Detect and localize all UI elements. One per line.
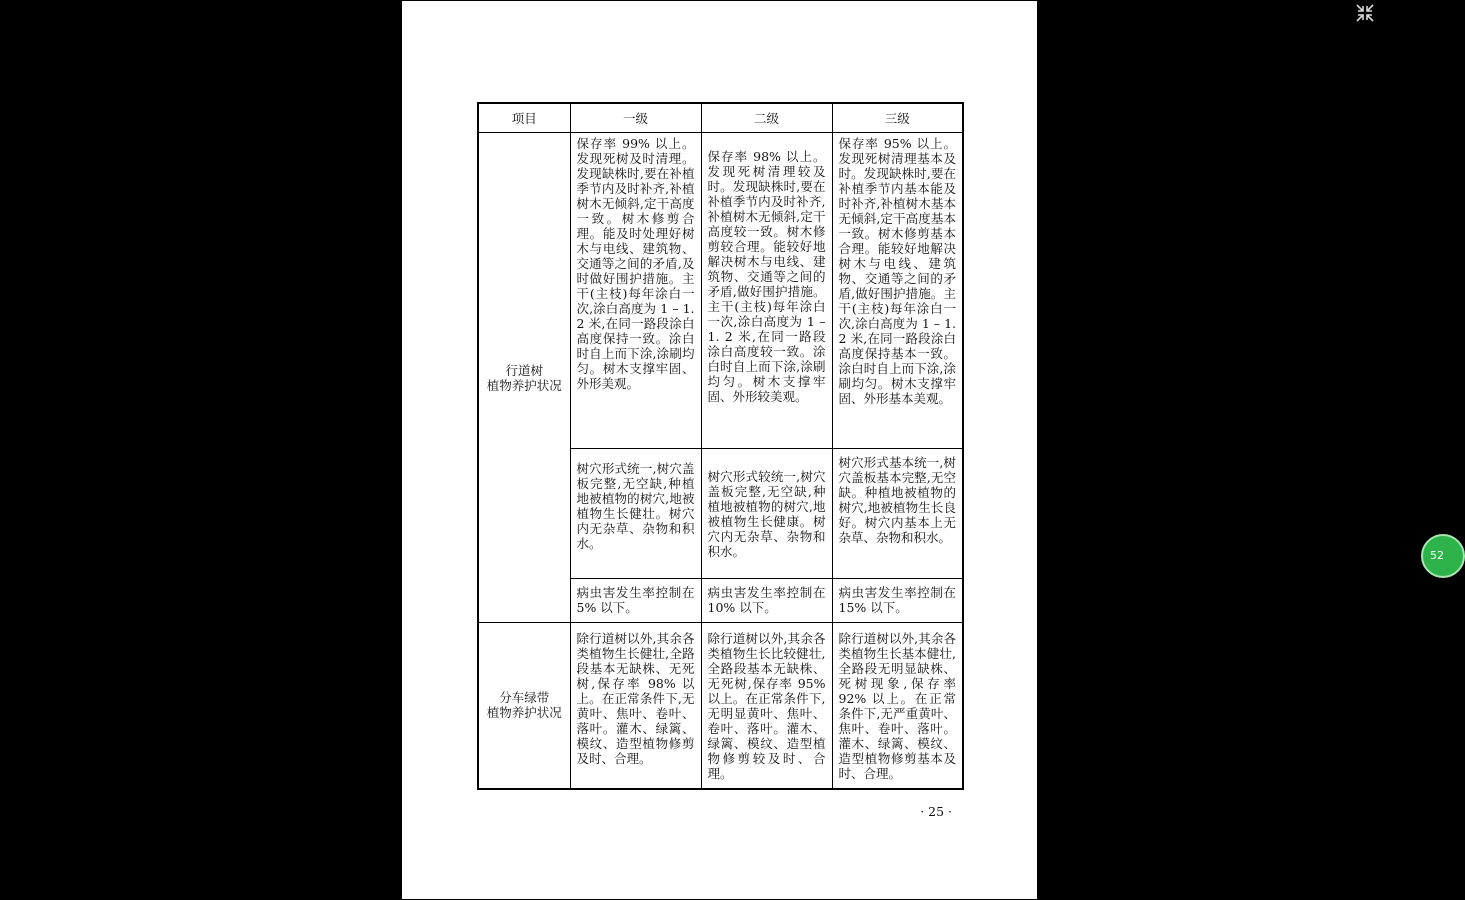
- cell-level3: 病虫害发生率控制在 15% 以下。: [832, 579, 963, 623]
- page-number: · 25 ·: [920, 804, 952, 819]
- cell-level3: 树穴形式基本统一,树穴盖板基本完整,无空缺。种植地被植物的树穴,地被植物生长良好。树穴内基本上无杂草、杂物和积水。: [832, 449, 963, 579]
- header-item: 项目: [478, 103, 570, 133]
- header-level1: 一级: [570, 103, 701, 133]
- cell-level3: 除行道树以外,其余各类植物生长基本健壮,全路段无明显缺株、死树现象,保存率 92% 以上。在正常条件下,无严重黄叶、焦叶、卷叶、落叶。灌木、绿篱、模纹、造型植物修剪基本及时、合理。: [832, 623, 963, 789]
- table-row: [478, 623, 963, 789]
- cell-level2: 树穴形式较统一,树穴盖板完整,无空缺,种植地被植物的树穴,地被植物生长健康。树穴内无杂草、杂物和积水。: [701, 449, 832, 579]
- standards-table: [477, 102, 964, 790]
- cell-level2: 保存率 98% 以上。发现死树清理较及时。发现缺株时,要在补植季节内及时补齐,补植树木无倾斜,定干高度较一致。树木修剪较合理。能较好地解决树木与电线、建筑物、交通等之间的矛盾,做好围护措施。主干(主枝)每年涂白一次,涂白高度为 1 – 1. 2 米,在同一路段涂白高度较一致。涂白时自上而下涂,涂刷均匀。树木支撑牢固、外形较美观。: [701, 133, 832, 449]
- cell-level1: 病虫害发生率控制在 5% 以下。: [570, 579, 701, 623]
- cell-level1: 树穴形式统一,树穴盖板完整,无空缺,种植地被植物的树穴,地被植物生长健壮。树穴内无杂草、杂物和积水。: [570, 449, 701, 579]
- header-level3: 三级: [832, 103, 963, 133]
- row-label-median-strip: 分车绿带 植物养护状况: [478, 623, 570, 789]
- document-page: [402, 1, 1037, 899]
- cell-level3: 保存率 95% 以上。发现死树清理基本及时。发现缺株时,要在补植季节内基本能及时补齐,补植树木基本无倾斜,定干高度基本一致。树木修剪基本合理。能较好地解决树木与电线、建筑物、交通等之间的矛盾,做好围护措施。主干(主枝)每年涂白一次,涂白高度为 1 – 1. 2 米,在同一路段涂白高度保持基本一致。涂白时自上而下涂,涂刷均匀。树木支撑牢固、外形基本美观。: [832, 133, 963, 449]
- cell-level1: 保存率 99% 以上。发现死树及时清理。发现缺株时,要在补植季节内及时补齐,补植树木无倾斜,定干高度一致。树木修剪合理。能及时处理好树木与电线、建筑物、交通等之间的矛盾,及时做好围护措施。主干(主枝)每年涂白一次,涂白高度为 1 – 1. 2 米,在同一路段涂白高度保持一致。涂白时自上而下涂,涂刷均匀。树木支撑牢固、外形美观。: [570, 133, 701, 449]
- cell-level2: 病虫害发生率控制在 10% 以下。: [701, 579, 832, 623]
- table-row: [478, 133, 963, 449]
- floating-side-badge[interactable]: 52: [1421, 534, 1465, 578]
- table-header-row: [478, 103, 963, 133]
- header-level2: 二级: [701, 103, 832, 133]
- cell-level2: 除行道树以外,其余各类植物生长比较健壮,全路段基本无缺株、无死树,保存率 95% 以上。在正常条件下,无明显黄叶、焦叶、卷叶、落叶。灌木、绿篱、模纹、造型植物修剪较及时、合理。: [701, 623, 832, 789]
- exit-fullscreen-icon[interactable]: [1355, 3, 1375, 23]
- row-label-street-trees: 行道树 植物养护状况: [478, 133, 570, 623]
- cell-level1: 除行道树以外,其余各类植物生长健壮,全路段基本无缺株、无死树,保存率 98% 以上。在正常条件下,无黄叶、焦叶、卷叶、落叶。灌木、绿篱、模纹、造型植物修剪及时、合理。: [570, 623, 701, 789]
